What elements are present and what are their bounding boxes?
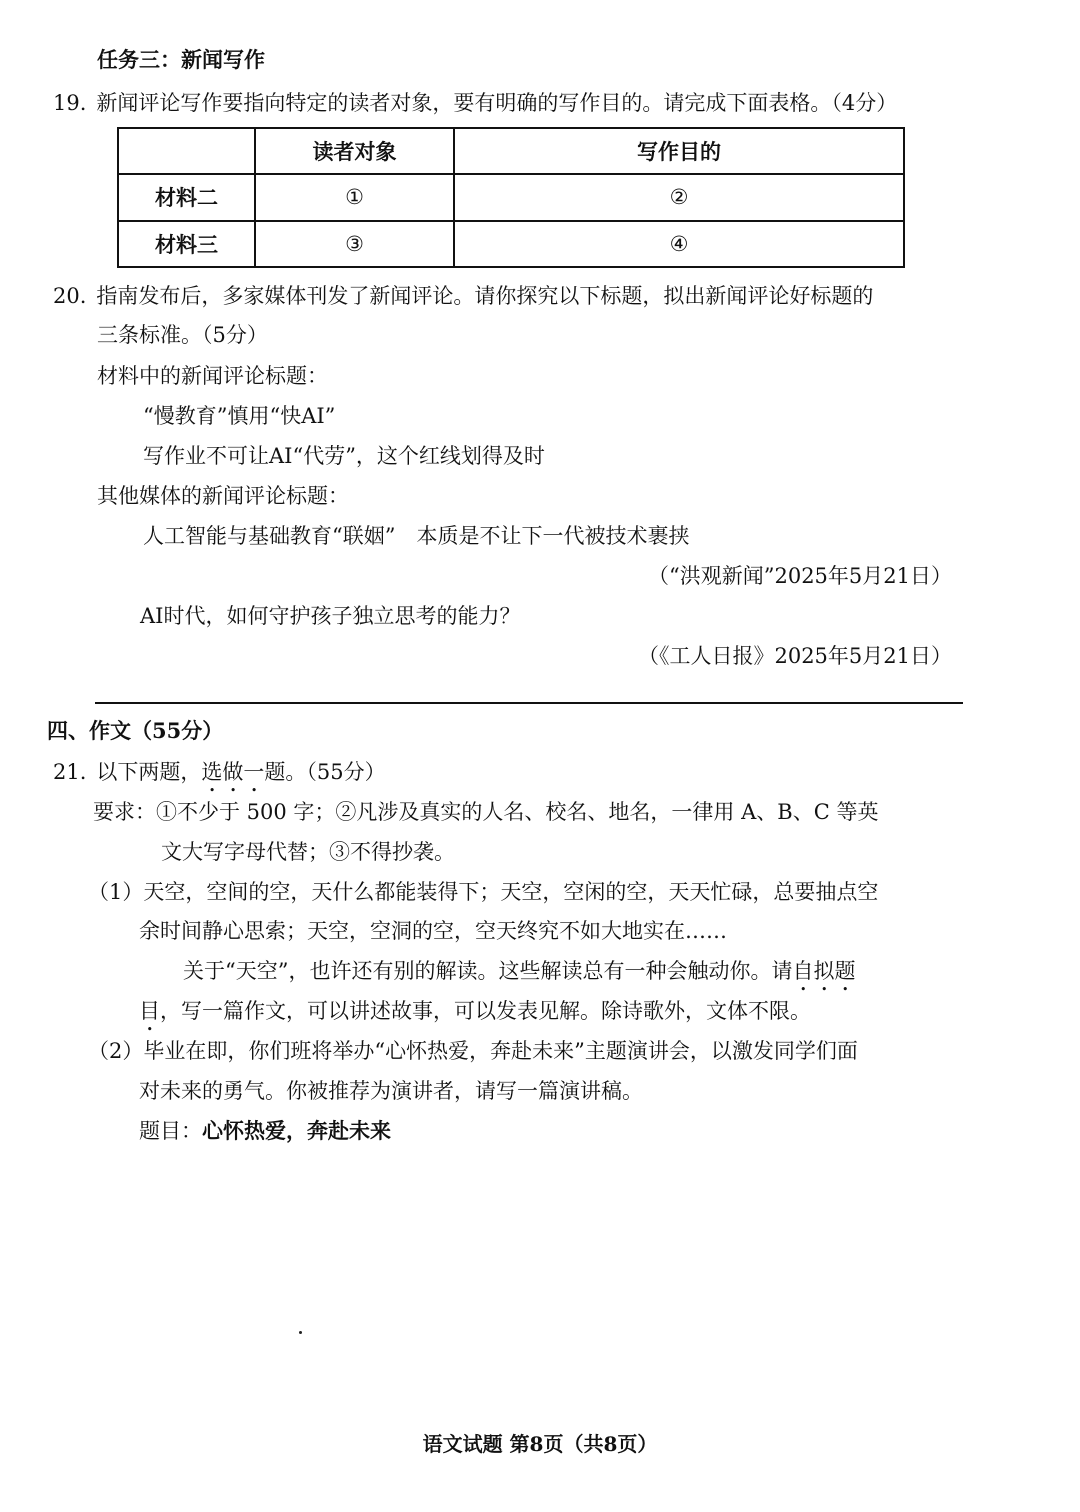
option-1-line2: 余时间静心思索；天空，空洞的空，空天终究不如大地实在…… xyxy=(139,919,727,943)
option-1-line3: 关于“天空”，也许还有别的解读。这些解读总有一种会触动你。请自拟题 xyxy=(183,959,856,983)
table-header-readers: 读者对象 xyxy=(255,128,454,174)
option-label: （1） xyxy=(88,880,144,904)
emphasis-one: 一 xyxy=(243,760,265,784)
table-cell: ③ xyxy=(255,221,454,267)
option-2-line2: 对未来的勇气。你被推荐为演讲者，请写一篇演讲稿。 xyxy=(139,1079,643,1103)
table-corner xyxy=(118,128,255,174)
requirements-line1: 要求：①不少于 500 字；②凡涉及真实的人名、校名、地名，一律用 A、B、C 等英 xyxy=(93,800,879,824)
stray-mark xyxy=(299,1331,302,1334)
other-title-2-source: （《工人日报》2025年5月21日） xyxy=(637,644,952,668)
question-number: 20. xyxy=(53,284,87,308)
material-title-1: “慢教育”慎用“快AI” xyxy=(143,404,336,428)
option-label: （2） xyxy=(88,1039,144,1063)
question-number: 19. xyxy=(53,91,87,115)
requirements-line2: 文大写字母代替；③不得抄袭。 xyxy=(161,840,455,864)
emphasis-choose: 选做 xyxy=(201,760,244,784)
question-21: 21. 以下两题，选做一题。（55分） xyxy=(53,760,386,784)
question-text-line1: 指南发布后，多家媒体刊发了新闻评论。请你探究以下标题，拟出新闻评论好标题的 xyxy=(96,284,874,308)
topic-label: 题目： xyxy=(139,1119,202,1143)
material-title-2: 写作业不可让AI“代劳”，这个红线划得及时 xyxy=(143,444,545,468)
question-text-line2: 三条标准。（5分） xyxy=(97,323,268,347)
section4-heading: 四、作文（55分） xyxy=(47,718,224,743)
other-titles-label: 其他媒体的新闻评论标题： xyxy=(97,484,349,508)
material-titles-label: 材料中的新闻评论标题： xyxy=(97,364,328,388)
question-number: 21. xyxy=(53,760,87,784)
other-title-2: AI时代，如何守护孩子独立思考的能力？ xyxy=(140,604,521,628)
option-2-topic xyxy=(139,1116,391,1146)
emphasis-self-title: 自拟题 xyxy=(792,959,856,983)
task3-heading: 任务三：新闻写作 xyxy=(97,47,265,72)
table-cell: ④ xyxy=(454,221,904,267)
section-divider xyxy=(95,702,963,704)
emphasis-title-end: 目 xyxy=(139,999,160,1023)
option-2-line1: （2）毕业在即，你们班将举办“心怀热爱，奔赴未来”主题演讲会，以激发同学们面 xyxy=(88,1039,858,1063)
table-row-label: 材料三 xyxy=(118,221,255,267)
option-1-line4: 目，写一篇作文，可以讲述故事，可以发表见解。除诗歌外，文体不限。 xyxy=(139,999,811,1023)
question-19 xyxy=(53,88,897,118)
table-header-purpose: 写作目的 xyxy=(454,128,904,174)
question-20 xyxy=(53,281,873,311)
other-title-1-source: （“洪观新闻”2025年5月21日） xyxy=(648,564,952,588)
table-row-label: 材料二 xyxy=(118,174,255,220)
question-text: 新闻评论写作要指向特定的读者对象，要有明确的写作目的。请完成下面表格。（4分） xyxy=(96,91,898,115)
answer-table xyxy=(117,127,905,268)
other-title-1: 人工智能与基础教育“联姻” 本质是不让下一代被技术裹挟 xyxy=(143,524,690,548)
table-cell: ② xyxy=(454,174,904,220)
topic-text: 心怀热爱，奔赴未来 xyxy=(202,1118,391,1143)
page-footer: 语文试题 第8页（共8页） xyxy=(422,1432,658,1456)
option-1-line1: （1）天空，空间的空，天什么都能装得下；天空，空闲的空，天天忙碌，总要抽点空 xyxy=(88,880,879,904)
table-cell: ① xyxy=(255,174,454,220)
